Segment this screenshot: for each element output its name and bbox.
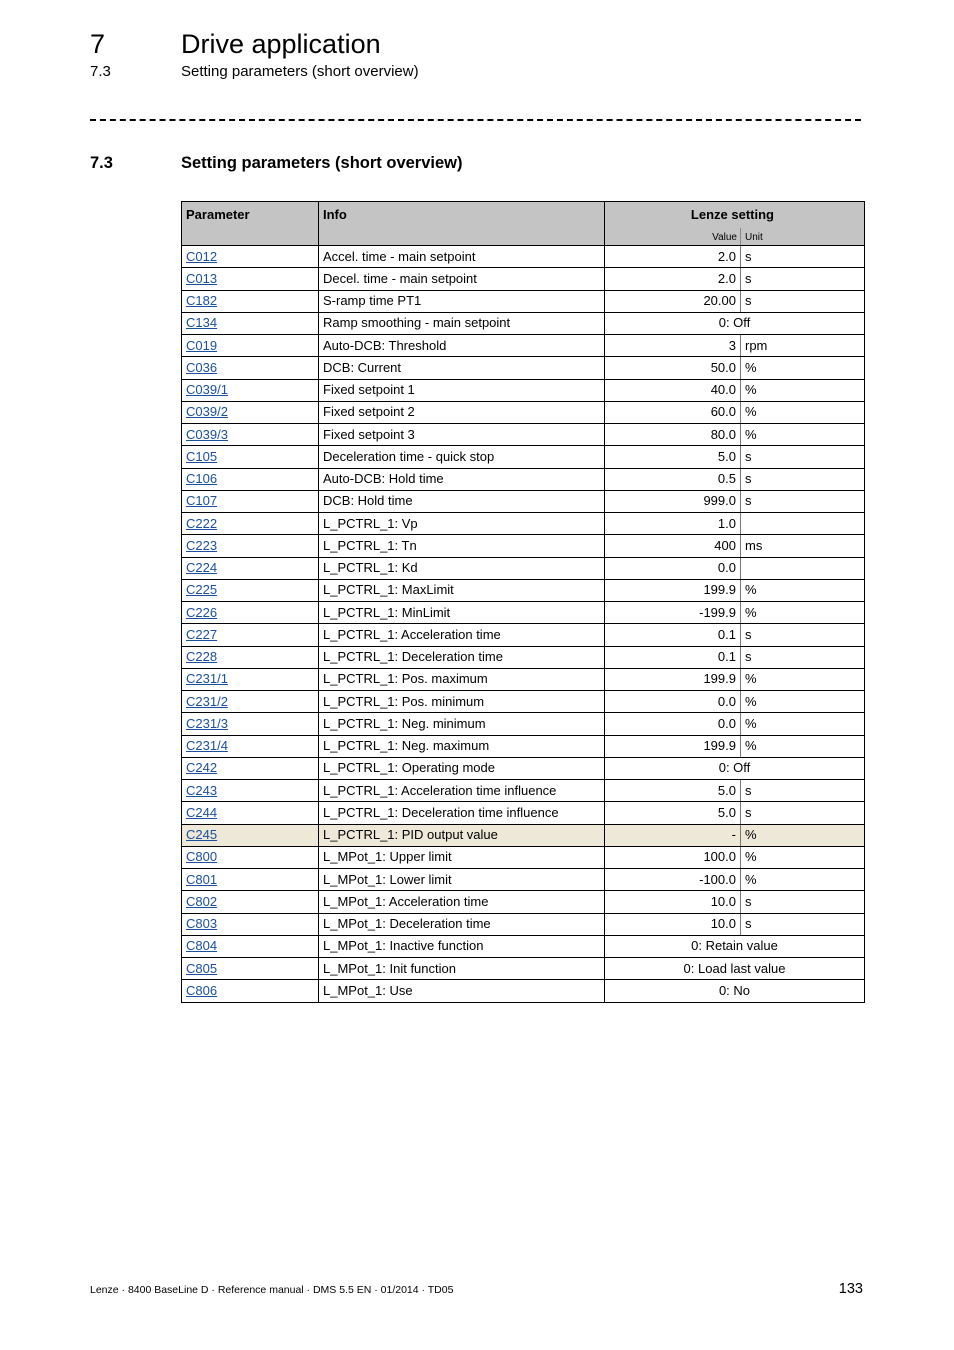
header-value: Value: [712, 232, 737, 243]
cell-parameter: [182, 869, 319, 891]
cell-parameter: [182, 602, 319, 624]
parameter-link[interactable]: C107: [186, 493, 218, 509]
cell-info: L_PCTRL_1: Acceleration time influence: [319, 780, 605, 802]
table-row: [182, 468, 865, 490]
cell-value: 0.5: [605, 468, 741, 490]
parameter-link[interactable]: C039/1: [186, 382, 228, 398]
header-lenze-setting: [605, 202, 865, 246]
cell-value: 60.0: [605, 401, 741, 423]
cell-info: Fixed setpoint 3: [319, 424, 605, 446]
cell-info: Accel. time - main setpoint: [319, 246, 605, 268]
parameter-link[interactable]: C225: [186, 582, 218, 598]
chapter-title: Drive application: [181, 29, 381, 59]
cell-info: L_MPot_1: Use: [319, 980, 605, 1002]
parameter-link[interactable]: C036: [186, 359, 218, 375]
cell-unit: %: [741, 401, 865, 423]
cell-info: Auto-DCB: Hold time: [319, 468, 605, 490]
cell-unit: %: [741, 869, 865, 891]
cell-parameter: [182, 780, 319, 802]
cell-unit: s: [741, 268, 865, 290]
cell-unit: s: [741, 490, 865, 512]
cell-value: 199.9: [605, 579, 741, 601]
cell-unit: %: [741, 579, 865, 601]
table-row: [182, 846, 865, 868]
table-row: [182, 357, 865, 379]
cell-lenze-setting: 0: Off: [605, 312, 865, 334]
cell-value: 50.0: [605, 357, 741, 379]
footer-document-info: Lenze · 8400 BaseLine D · Reference manual · DMS 5.5 EN · 01/2014 · TD05: [90, 1284, 454, 1296]
cell-value: 2.0: [605, 246, 741, 268]
section-number: 7.3: [90, 154, 113, 172]
cell-info: Ramp smoothing - main setpoint: [319, 312, 605, 334]
parameter-link[interactable]: C228: [186, 649, 218, 665]
table-row: [182, 579, 865, 601]
cell-value: 199.9: [605, 735, 741, 757]
parameter-link[interactable]: C245: [186, 827, 218, 843]
table-row: [182, 268, 865, 290]
cell-value: 3: [605, 335, 741, 357]
parameter-link[interactable]: C231/4: [186, 738, 228, 754]
cell-info: L_PCTRL_1: Neg. maximum: [319, 735, 605, 757]
cell-parameter: [182, 691, 319, 713]
cell-value: 80.0: [605, 424, 741, 446]
cell-parameter: [182, 246, 319, 268]
table-row: [182, 757, 865, 779]
parameter-link[interactable]: C226: [186, 604, 218, 620]
parameter-link[interactable]: C242: [186, 760, 218, 776]
cell-parameter: [182, 424, 319, 446]
cell-info: S-ramp time PT1: [319, 290, 605, 312]
parameter-link[interactable]: C039/3: [186, 426, 228, 442]
cell-info: L_PCTRL_1: Operating mode: [319, 757, 605, 779]
cell-info: L_PCTRL_1: Deceleration time: [319, 646, 605, 668]
parameter-link[interactable]: C182: [186, 293, 218, 309]
cell-value: 0.0: [605, 713, 741, 735]
table-row: [182, 490, 865, 512]
cell-lenze-setting: 0: Retain value: [605, 935, 865, 957]
header-parameter: Parameter: [182, 202, 319, 246]
cell-unit: ms: [741, 535, 865, 557]
cell-value: 10.0: [605, 913, 741, 935]
cell-value: 20.00: [605, 290, 741, 312]
cell-info: L_MPot_1: Deceleration time: [319, 913, 605, 935]
parameter-link[interactable]: C019: [186, 337, 218, 353]
cell-unit: s: [741, 802, 865, 824]
cell-parameter: [182, 535, 319, 557]
cell-parameter: [182, 824, 319, 846]
cell-value: 2.0: [605, 268, 741, 290]
cell-info: L_MPot_1: Init function: [319, 958, 605, 980]
parameter-link[interactable]: C222: [186, 515, 218, 531]
parameter-link[interactable]: C223: [186, 537, 218, 553]
cell-unit: s: [741, 468, 865, 490]
parameter-link[interactable]: C243: [186, 782, 218, 798]
cell-info: DCB: Current: [319, 357, 605, 379]
header-value-unit-divider: [740, 228, 741, 245]
cell-parameter: [182, 735, 319, 757]
parameter-link[interactable]: C801: [186, 871, 218, 887]
table-row: [182, 691, 865, 713]
table-row: [182, 513, 865, 535]
cell-unit: %: [741, 735, 865, 757]
cell-value: 5.0: [605, 780, 741, 802]
table-row: [182, 624, 865, 646]
cell-value: 199.9: [605, 668, 741, 690]
section-title: Setting parameters (short overview): [181, 154, 463, 172]
cell-unit: %: [741, 602, 865, 624]
table-row: [182, 980, 865, 1002]
cell-parameter: [182, 446, 319, 468]
cell-value: 1.0: [605, 513, 741, 535]
cell-unit: %: [741, 846, 865, 868]
cell-parameter: [182, 290, 319, 312]
cell-info: L_PCTRL_1: MaxLimit: [319, 579, 605, 601]
cell-unit: s: [741, 246, 865, 268]
parameter-link[interactable]: C231/1: [186, 671, 228, 687]
parameter-link[interactable]: C227: [186, 626, 218, 642]
cell-value: 10.0: [605, 891, 741, 913]
table-row: [182, 646, 865, 668]
header-info: Info: [319, 202, 605, 246]
header-divider: [90, 119, 861, 121]
table-row: [182, 802, 865, 824]
cell-parameter: [182, 624, 319, 646]
cell-info: L_MPot_1: Inactive function: [319, 935, 605, 957]
cell-parameter: [182, 335, 319, 357]
table-row: [182, 824, 865, 846]
cell-info: L_PCTRL_1: MinLimit: [319, 602, 605, 624]
table-row: [182, 958, 865, 980]
cell-parameter: [182, 646, 319, 668]
parameter-link[interactable]: C802: [186, 893, 218, 909]
header-unit: Unit: [745, 232, 763, 243]
cell-info: L_PCTRL_1: Pos. maximum: [319, 668, 605, 690]
cell-info: Fixed setpoint 2: [319, 401, 605, 423]
cell-unit: s: [741, 290, 865, 312]
cell-unit: %: [741, 824, 865, 846]
cell-unit: s: [741, 913, 865, 935]
parameter-table: [181, 201, 865, 1003]
subchapter-number: 7.3: [90, 63, 111, 80]
parameter-link[interactable]: C106: [186, 471, 218, 487]
table-row: [182, 424, 865, 446]
cell-parameter: [182, 379, 319, 401]
cell-value: 0.0: [605, 691, 741, 713]
cell-unit: s: [741, 780, 865, 802]
cell-unit: [741, 557, 865, 579]
cell-info: L_MPot_1: Upper limit: [319, 846, 605, 868]
cell-value: 40.0: [605, 379, 741, 401]
table-row: [182, 713, 865, 735]
cell-value: 999.0: [605, 490, 741, 512]
table-row: [182, 379, 865, 401]
cell-value: 400: [605, 535, 741, 557]
table-row: [182, 535, 865, 557]
table-row: [182, 335, 865, 357]
cell-info: Decel. time - main setpoint: [319, 268, 605, 290]
cell-value: 0.1: [605, 624, 741, 646]
parameter-link[interactable]: C806: [186, 982, 218, 998]
cell-info: L_PCTRL_1: Tn: [319, 535, 605, 557]
table-body: [182, 246, 865, 1003]
cell-info: L_PCTRL_1: Pos. minimum: [319, 691, 605, 713]
cell-value: 0.0: [605, 557, 741, 579]
parameter-link[interactable]: C231/2: [186, 693, 228, 709]
cell-info: L_MPot_1: Lower limit: [319, 869, 605, 891]
parameter-link[interactable]: C039/2: [186, 404, 228, 420]
cell-value: -: [605, 824, 741, 846]
parameter-link[interactable]: C244: [186, 804, 218, 820]
table-row: [182, 401, 865, 423]
cell-unit: %: [741, 424, 865, 446]
table-row: [182, 780, 865, 802]
table-row: [182, 602, 865, 624]
parameter-link[interactable]: C800: [186, 849, 218, 865]
table-row: [182, 246, 865, 268]
parameter-link[interactable]: C804: [186, 938, 218, 954]
cell-parameter: [182, 468, 319, 490]
cell-parameter: [182, 557, 319, 579]
cell-info: L_PCTRL_1: Deceleration time influence: [319, 802, 605, 824]
cell-value: 100.0: [605, 846, 741, 868]
chapter-number: 7: [90, 29, 106, 59]
parameter-link[interactable]: C224: [186, 560, 218, 576]
parameter-link[interactable]: C013: [186, 270, 218, 286]
parameter-link[interactable]: C805: [186, 960, 218, 976]
cell-unit: s: [741, 891, 865, 913]
table-row: [182, 735, 865, 757]
cell-parameter: [182, 980, 319, 1002]
cell-unit: %: [741, 668, 865, 690]
header-lenze-title: Lenze setting: [690, 207, 774, 222]
cell-parameter: [182, 312, 319, 334]
table-row: [182, 446, 865, 468]
cell-info: DCB: Hold time: [319, 490, 605, 512]
cell-unit: s: [741, 624, 865, 646]
cell-parameter: [182, 713, 319, 735]
table-row: [182, 668, 865, 690]
cell-parameter: [182, 757, 319, 779]
cell-unit: s: [741, 446, 865, 468]
table-row: [182, 869, 865, 891]
cell-value: -100.0: [605, 869, 741, 891]
parameter-link[interactable]: C231/3: [186, 715, 228, 731]
cell-info: L_PCTRL_1: Neg. minimum: [319, 713, 605, 735]
cell-info: Fixed setpoint 1: [319, 379, 605, 401]
parameter-link[interactable]: C105: [186, 448, 218, 464]
cell-unit: %: [741, 713, 865, 735]
table-row: [182, 290, 865, 312]
cell-info: L_PCTRL_1: Acceleration time: [319, 624, 605, 646]
cell-info: L_PCTRL_1: PID output value: [319, 824, 605, 846]
cell-unit: rpm: [741, 335, 865, 357]
cell-parameter: [182, 268, 319, 290]
cell-value: 5.0: [605, 446, 741, 468]
subchapter-title: Setting parameters (short overview): [181, 63, 419, 80]
cell-parameter: [182, 513, 319, 535]
cell-info: L_MPot_1: Acceleration time: [319, 891, 605, 913]
cell-parameter: [182, 579, 319, 601]
cell-parameter: [182, 891, 319, 913]
table-row: [182, 557, 865, 579]
parameter-link[interactable]: C134: [186, 315, 218, 331]
cell-value: 5.0: [605, 802, 741, 824]
cell-info: Deceleration time - quick stop: [319, 446, 605, 468]
cell-parameter: [182, 668, 319, 690]
cell-parameter: [182, 357, 319, 379]
cell-parameter: [182, 958, 319, 980]
parameter-link[interactable]: C803: [186, 916, 218, 932]
cell-parameter: [182, 935, 319, 957]
cell-lenze-setting: 0: Load last value: [605, 958, 865, 980]
cell-unit: %: [741, 691, 865, 713]
cell-lenze-setting: 0: No: [605, 980, 865, 1002]
cell-parameter: [182, 802, 319, 824]
table-row: [182, 312, 865, 334]
cell-parameter: [182, 401, 319, 423]
cell-info: Auto-DCB: Threshold: [319, 335, 605, 357]
cell-parameter: [182, 490, 319, 512]
cell-unit: s: [741, 646, 865, 668]
cell-value: -199.9: [605, 602, 741, 624]
cell-unit: [741, 513, 865, 535]
cell-parameter: [182, 846, 319, 868]
cell-info: L_PCTRL_1: Vp: [319, 513, 605, 535]
cell-unit: %: [741, 379, 865, 401]
table-row: [182, 913, 865, 935]
cell-value: 0.1: [605, 646, 741, 668]
cell-info: L_PCTRL_1: Kd: [319, 557, 605, 579]
cell-unit: %: [741, 357, 865, 379]
parameter-link[interactable]: C012: [186, 248, 218, 264]
table-header-row: [182, 202, 865, 246]
table-row: [182, 935, 865, 957]
cell-lenze-setting: 0: Off: [605, 757, 865, 779]
cell-parameter: [182, 913, 319, 935]
table-row: [182, 891, 865, 913]
page-number: 133: [838, 1281, 863, 1297]
